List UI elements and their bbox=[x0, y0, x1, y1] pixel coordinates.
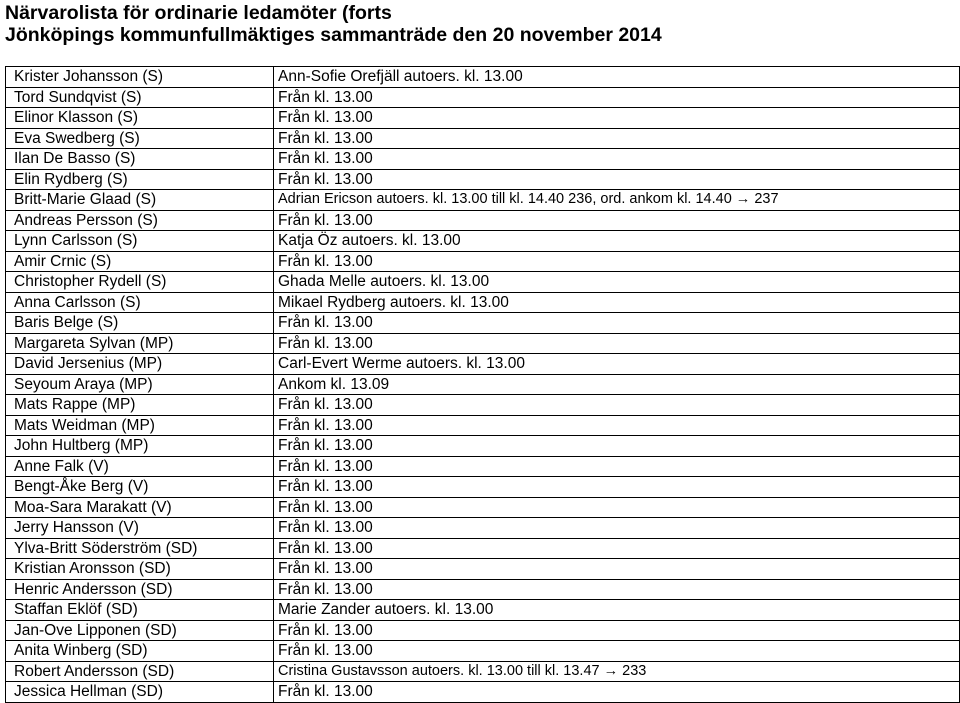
table-row bbox=[6, 539, 960, 560]
attendance-note-cell: Från kl. 13.00 bbox=[274, 436, 960, 456]
member-name-cell: Tord Sundqvist (S) bbox=[6, 88, 274, 108]
member-name-cell: Eva Swedberg (S) bbox=[6, 129, 274, 149]
attendance-note-cell: Från kl. 13.00 bbox=[274, 211, 960, 231]
attendance-note-cell: Från kl. 13.00 bbox=[274, 477, 960, 497]
attendance-note-cell: Från kl. 13.00 bbox=[274, 641, 960, 661]
attendance-note-cell: Från kl. 13.00 bbox=[274, 170, 960, 190]
attendance-note-cell: Från kl. 13.00 bbox=[274, 682, 960, 702]
table-row bbox=[6, 252, 960, 273]
member-name-cell: David Jersenius (MP) bbox=[6, 354, 274, 374]
member-name-cell: Jerry Hansson (V) bbox=[6, 518, 274, 538]
attendance-note-cell: Ankom kl. 13.09 bbox=[274, 375, 960, 395]
member-name-cell: Anne Falk (V) bbox=[6, 457, 274, 477]
table-row bbox=[6, 272, 960, 293]
table-row bbox=[6, 375, 960, 396]
member-name-cell: Jessica Hellman (SD) bbox=[6, 682, 274, 702]
table-row bbox=[6, 354, 960, 375]
attendance-note-cell: Från kl. 13.00 bbox=[274, 149, 960, 169]
table-row bbox=[6, 498, 960, 519]
table-row bbox=[6, 293, 960, 314]
attendance-note-cell: Från kl. 13.00 bbox=[274, 108, 960, 128]
table-row bbox=[6, 621, 960, 642]
member-name-cell: Baris Belge (S) bbox=[6, 313, 274, 333]
member-name-cell: Anna Carlsson (S) bbox=[6, 293, 274, 313]
member-name-cell: Mats Rappe (MP) bbox=[6, 395, 274, 415]
attendance-note-cell: Från kl. 13.00 bbox=[274, 580, 960, 600]
table-row bbox=[6, 477, 960, 498]
attendance-note-cell: Från kl. 13.00 bbox=[274, 252, 960, 272]
member-name-cell: Ylva-Britt Söderström (SD) bbox=[6, 539, 274, 559]
attendance-note-cell: Carl-Evert Werme autoers. kl. 13.00 bbox=[274, 354, 960, 374]
table-row bbox=[6, 436, 960, 457]
attendance-note-cell: Från kl. 13.00 bbox=[274, 416, 960, 436]
attendance-note-cell: Marie Zander autoers. kl. 13.00 bbox=[274, 600, 960, 620]
attendance-note-cell: Ann-Sofie Orefjäll autoers. kl. 13.00 bbox=[274, 67, 960, 87]
table-row bbox=[6, 641, 960, 662]
attendance-note-cell: Adrian Ericson autoers. kl. 13.00 till kl. 14.40 236, ord. ankom kl. 14.40 → 237 bbox=[274, 190, 960, 210]
document-title-line-2: Jönköpings kommunfullmäktiges sammanträde den 20 november 2014 bbox=[5, 24, 662, 46]
attendance-note-cell: Mikael Rydberg autoers. kl. 13.00 bbox=[274, 293, 960, 313]
table-row bbox=[6, 88, 960, 109]
table-row bbox=[6, 559, 960, 580]
member-name-cell: Robert Andersson (SD) bbox=[6, 662, 274, 682]
member-name-cell: Andreas Persson (S) bbox=[6, 211, 274, 231]
member-name-cell: Ilan De Basso (S) bbox=[6, 149, 274, 169]
attendance-note-cell: Från kl. 13.00 bbox=[274, 518, 960, 538]
document-header bbox=[5, 2, 662, 46]
member-name-cell: Staffan Eklöf (SD) bbox=[6, 600, 274, 620]
member-name-cell: Jan-Ove Lipponen (SD) bbox=[6, 621, 274, 641]
table-row bbox=[6, 395, 960, 416]
table-row bbox=[6, 190, 960, 211]
table-row bbox=[6, 334, 960, 355]
member-name-cell: Amir Crnic (S) bbox=[6, 252, 274, 272]
member-name-cell: Lynn Carlsson (S) bbox=[6, 231, 274, 251]
attendance-note-cell: Från kl. 13.00 bbox=[274, 498, 960, 518]
table-row bbox=[6, 67, 960, 88]
table-row bbox=[6, 231, 960, 252]
table-row bbox=[6, 682, 960, 703]
member-name-cell: Elin Rydberg (S) bbox=[6, 170, 274, 190]
member-name-cell: Henric Andersson (SD) bbox=[6, 580, 274, 600]
member-name-cell: Krister Johansson (S) bbox=[6, 67, 274, 87]
member-name-cell: Moa-Sara Marakatt (V) bbox=[6, 498, 274, 518]
table-row bbox=[6, 211, 960, 232]
table-row bbox=[6, 129, 960, 150]
member-name-cell: Bengt-Åke Berg (V) bbox=[6, 477, 274, 497]
attendance-note-cell: Cristina Gustavsson autoers. kl. 13.00 till kl. 13.47 → 233 bbox=[274, 662, 960, 682]
table-row bbox=[6, 170, 960, 191]
table-row bbox=[6, 662, 960, 683]
member-name-cell: Margareta Sylvan (MP) bbox=[6, 334, 274, 354]
table-row bbox=[6, 600, 960, 621]
attendance-note-cell: Från kl. 13.00 bbox=[274, 88, 960, 108]
attendance-note-cell: Från kl. 13.00 bbox=[274, 457, 960, 477]
table-row bbox=[6, 108, 960, 129]
member-name-cell: Mats Weidman (MP) bbox=[6, 416, 274, 436]
member-name-cell: Anita Winberg (SD) bbox=[6, 641, 274, 661]
table-row bbox=[6, 457, 960, 478]
attendance-note-cell: Från kl. 13.00 bbox=[274, 559, 960, 579]
table-row bbox=[6, 518, 960, 539]
table-row bbox=[6, 313, 960, 334]
attendance-note-cell: Från kl. 13.00 bbox=[274, 129, 960, 149]
member-name-cell: Kristian Aronsson (SD) bbox=[6, 559, 274, 579]
attendance-note-cell: Från kl. 13.00 bbox=[274, 313, 960, 333]
attendance-note-cell: Från kl. 13.00 bbox=[274, 539, 960, 559]
member-name-cell: Seyoum Araya (MP) bbox=[6, 375, 274, 395]
member-name-cell: John Hultberg (MP) bbox=[6, 436, 274, 456]
attendance-note-cell: Från kl. 13.00 bbox=[274, 334, 960, 354]
member-name-cell: Elinor Klasson (S) bbox=[6, 108, 274, 128]
attendance-note-cell: Katja Öz autoers. kl. 13.00 bbox=[274, 231, 960, 251]
attendance-note-cell: Från kl. 13.00 bbox=[274, 621, 960, 641]
table-row bbox=[6, 416, 960, 437]
table-row bbox=[6, 580, 960, 601]
attendance-note-cell: Ghada Melle autoers. kl. 13.00 bbox=[274, 272, 960, 292]
table-row bbox=[6, 149, 960, 170]
document-title-line-1: Närvarolista för ordinarie ledamöter (forts bbox=[5, 2, 392, 24]
attendance-table bbox=[5, 66, 960, 703]
member-name-cell: Britt-Marie Glaad (S) bbox=[6, 190, 274, 210]
attendance-note-cell: Från kl. 13.00 bbox=[274, 395, 960, 415]
member-name-cell: Christopher Rydell (S) bbox=[6, 272, 274, 292]
